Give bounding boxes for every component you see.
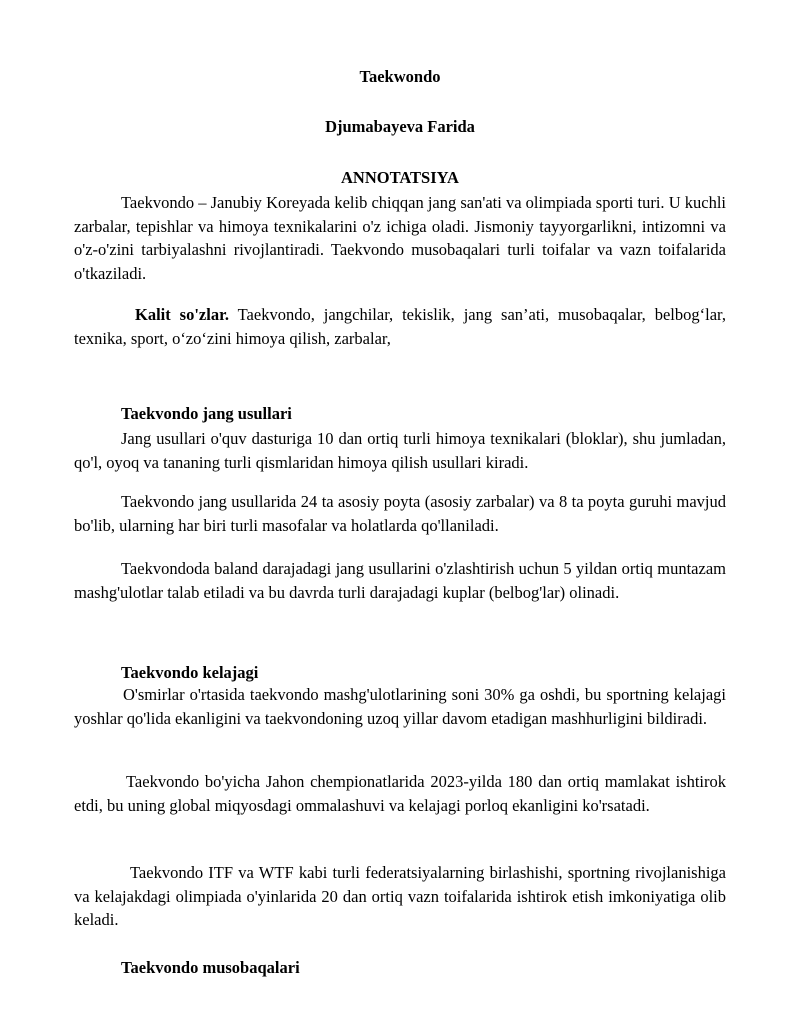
- keywords-paragraph: [74, 303, 726, 350]
- keywords-text: Taekvondo, jangchilar, tekislik, jang san’ati, musobaqalar, belbog‘lar, texnika, sport, o‘zo‘zini himoya qilish, zarbalar,: [74, 305, 726, 348]
- section-heading: Taekvondo musobaqalari: [121, 958, 300, 977]
- section-paragraph: Taekvondo jang usullarida 24 ta asosiy poyta (asosiy zarbalar) va 8 ta poyta guruhi mavjud bo'lib, ularning har biri turli masofalar va holatlarda qo'llaniladi.: [74, 492, 726, 535]
- section-paragraph: O'smirlar o'rtasida taekvondo mashg'ulotlarining soni 30% ga oshdi, bu sportning kelajagi yoshlar qo'lida ekanligini va taekvondoning uzoq yillar davom etadigan mashhurligini bildiradi.: [74, 685, 726, 728]
- section-paragraph: Taekvondo bo'yicha Jahon chempionatlarida 2023-yilda 180 dan ortiq mamlakat ishtirok etdi, bu uning global miqyosdagi ommalashuvi va kelajagi porloq ekanligini ko'rsatadi.: [74, 772, 726, 815]
- section-paragraph: Taekvondoda baland darajadagi jang usullarini o'zlashtirish uchun 5 yildan ortiq muntazam mashg'ulotlar talab etiladi va bu davrda turli darajadagi kuplar (belbog'lar) olinadi.: [74, 559, 726, 602]
- annotation-paragraph: Taekvondo – Janubiy Koreyada kelib chiqqan jang san'ati va olimpiada sporti turi. U kuchli zarbalar, tepishlar va himoya texnikalarini o'z ichiga oladi. Jismoniy tayyorgarlikni, intizomni va o'z-o'zini tarbiyalashni rivojlantiradi. Taekvondo musobaqalari turli toifalar va vazn toifalarida o'tkaziladi.: [74, 193, 726, 283]
- section-paragraph: Taekvondo ITF va WTF kabi turli federatsiyalarning birlashishi, sportning rivojlanishiga va kelajakdagi olimpiada o'yinlarida 20 dan ortiq vazn toifalarida ishtirok etish imkoniyatiga olib keladi.: [74, 863, 726, 929]
- author-name: Djumabayeva Farida: [325, 117, 475, 136]
- keywords-label: Kalit so'zlar.: [135, 305, 230, 324]
- annotation-heading: ANNOTATSIYA: [341, 168, 459, 187]
- section-heading: Taekvondo kelajagi: [121, 663, 259, 682]
- section-paragraph: Jang usullari o'quv dasturiga 10 dan ortiq turli himoya texnikalari (bloklar), shu jumladan, qo'l, oyoq va tananing turli qismlaridan himoya qilish usullari kiradi.: [74, 429, 726, 472]
- section-heading: Taekvondo jang usullari: [121, 404, 292, 423]
- document-title: Taekwondo: [359, 67, 441, 86]
